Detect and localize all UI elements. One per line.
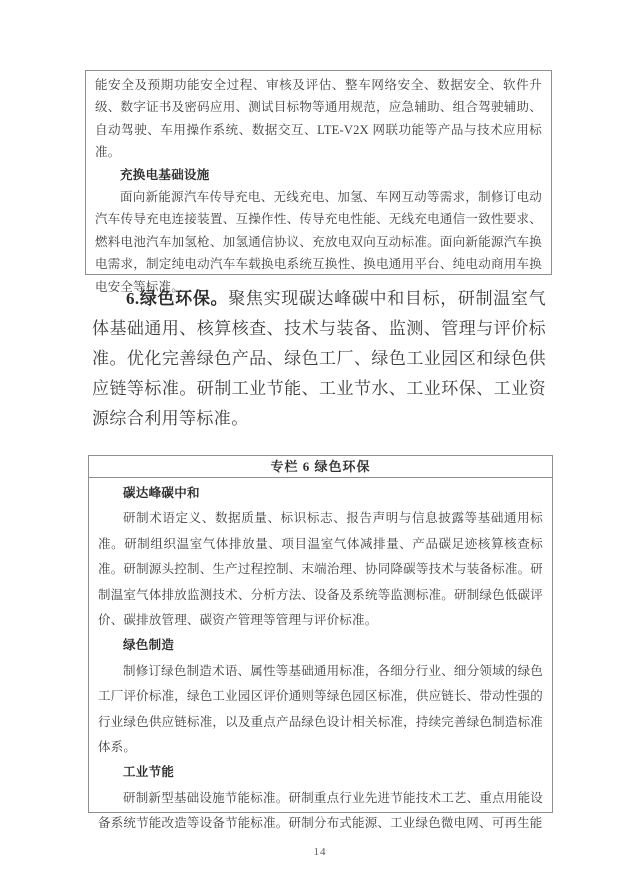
callout-box-column-6 [88, 455, 553, 831]
box-title-column-6: 专栏 6 绿色环保 [89, 456, 552, 478]
box-section-heading-charging-infrastructure: 充换电基础设施 [120, 167, 210, 182]
box-section-heading-green-manufacturing: 绿色制造 [123, 638, 175, 653]
paragraph-lead-green-environment: 6.绿色环保。 [126, 289, 229, 308]
box-section-paragraph: 研制术语定义、数据质量、标识标志、报告声明与信息披露等基础通用标准。研制组织温室气体排放量、项目温室气体减排量、产品碳足迹核算核查标准。研制源头控制、生产过程控制、末端治理、协同降碳等技术与装备标准。研制温室气体排放监测技术、分析方法、设备及系统等监测标准。研制绿色低碳评价、碳排放管理、碳资产管理等管理与评价标准。 [98, 511, 543, 628]
box-section-heading-industrial-energy-saving: 工业节能 [123, 765, 175, 780]
paragraph-text: 聚焦实现碳达峰碳中和目标，研制温室气体基础通用、核算核查、技术与装备、监测、管理与评价标准。优化完善绿色产品、绿色工厂、绿色工业园区和绿色供应链等标准。研制工业节能、工业节水、工业环保、工业资源综合利用等标准。 [92, 289, 546, 428]
box-section-heading-carbon-peak-neutrality: 碳达峰碳中和 [123, 486, 200, 500]
box-content [89, 478, 552, 839]
box-section-paragraph: 面向新能源汽车传导充电、无线充电、加氢、车网互动等需求，制修订电动汽车传导充电连接装置、互操作性、传导充电性能、无线充电通信一致性要求、燃料电池汽车加氢枪、加氢通信协议、充放电双向互动标准。面向新能源汽车换电需求，制定纯电动汽车车载换电系统互换性、换电通用平台、纯电动商用车换电安全等标准。 [95, 190, 542, 294]
body-paragraph-6 [92, 284, 546, 434]
box-section-paragraph: 制修订绿色制造术语、属性等基础通用标准，各细分行业、细分领域的绿色工厂评价标准，绿色工业园区评价通则等绿色园区标准，供应链长、带动性强的行业绿色供应链标准，以及重点产品绿色设计相关标准，持续完善绿色制造标准体系。 [98, 663, 543, 755]
box-section-paragraph: 研制新型基础设施节能标准。研制重点行业先进节能技术工艺、重点用能设备系统节能改造等设备节能标准。研制分布式能源、工业绿色微电网、可再生能 [98, 790, 543, 831]
page-number: 14 [313, 846, 327, 858]
callout-box-continuation [85, 70, 552, 294]
box-continuation-paragraph: 能安全及预期功能安全过程、审核及评估、整车网络安全、数据安全、软件升级、数字证书及密码应用、测试目标物等通用规范，应急辅助、组合驾驶辅助、自动驾驶、车用操作系统、数据交互、LTE-V2X 网联功能等产品与技术应用标准。 [95, 78, 542, 160]
